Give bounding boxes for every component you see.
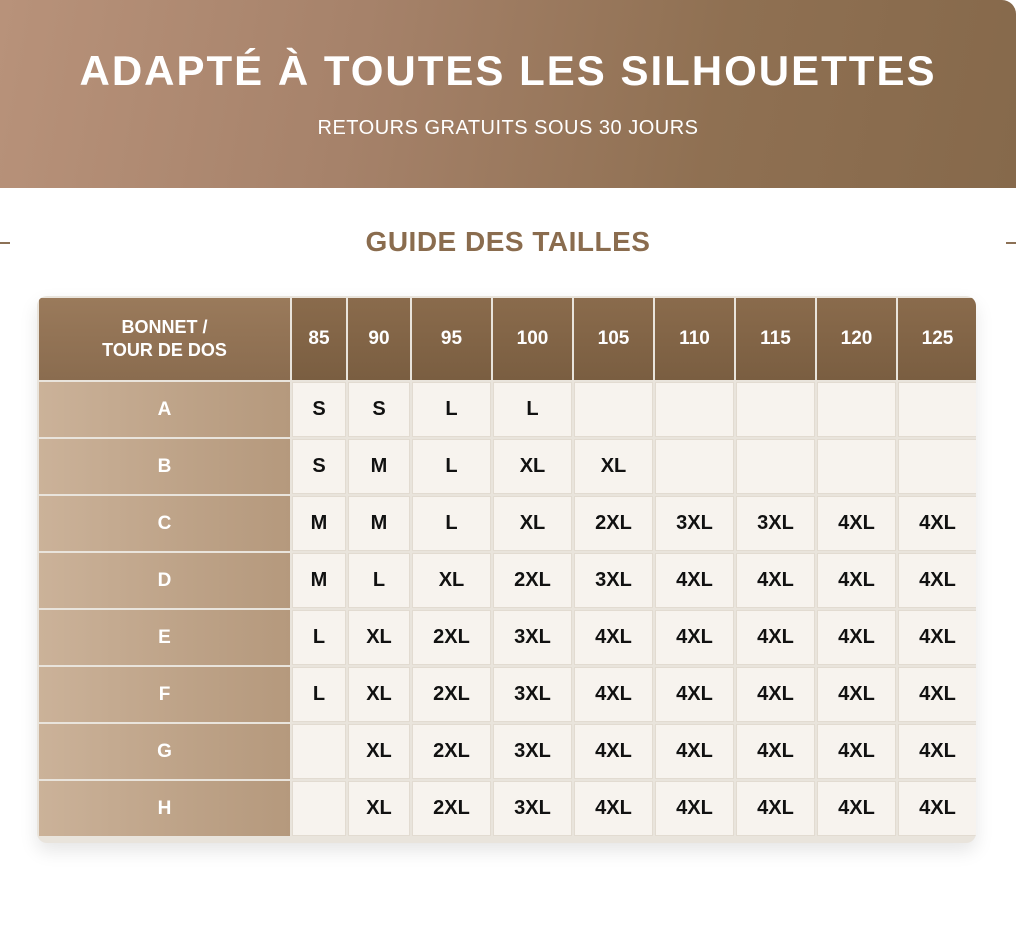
size-cell: 4XL	[898, 496, 976, 551]
size-cell: 4XL	[655, 610, 734, 665]
size-cell: L	[292, 610, 346, 665]
size-cell: 2XL	[412, 610, 491, 665]
size-cell	[898, 439, 976, 494]
cup-size-label: D	[39, 553, 290, 608]
cup-size-label: E	[39, 610, 290, 665]
cup-size-label: A	[39, 382, 290, 437]
size-cell: XL	[348, 724, 410, 779]
size-cell: 2XL	[412, 781, 491, 836]
size-cell: XL	[348, 667, 410, 722]
size-cell: 4XL	[655, 553, 734, 608]
size-cell: 4XL	[655, 724, 734, 779]
size-cell	[736, 382, 815, 437]
size-cell: L	[292, 667, 346, 722]
size-table	[37, 296, 976, 838]
size-cell	[817, 439, 896, 494]
band-size-header: 105	[574, 298, 653, 380]
band-size-header: 115	[736, 298, 815, 380]
band-size-header: 100	[493, 298, 572, 380]
table-row	[39, 610, 976, 665]
size-cell: 2XL	[412, 724, 491, 779]
size-cell: M	[292, 553, 346, 608]
table-header-row	[39, 298, 976, 380]
size-cell: 2XL	[493, 553, 572, 608]
size-cell: 3XL	[493, 667, 572, 722]
corner-header-line2: TOUR DE DOS	[102, 340, 227, 360]
size-cell: 4XL	[817, 667, 896, 722]
size-cell: 4XL	[898, 781, 976, 836]
corner-header-line1: BONNET /	[121, 317, 208, 337]
promo-banner	[0, 0, 1016, 188]
table-row	[39, 496, 976, 551]
size-cell: 4XL	[898, 553, 976, 608]
size-cell: L	[412, 439, 491, 494]
band-size-header: 110	[655, 298, 734, 380]
size-cell: L	[348, 553, 410, 608]
size-cell: 4XL	[574, 781, 653, 836]
cup-size-label: H	[39, 781, 290, 836]
cup-size-label: B	[39, 439, 290, 494]
size-cell: S	[292, 439, 346, 494]
size-cell: 4XL	[655, 781, 734, 836]
size-cell: 4XL	[817, 781, 896, 836]
size-cell: 4XL	[574, 667, 653, 722]
size-cell: S	[348, 382, 410, 437]
size-guide-title: GUIDE DES TAILLES	[365, 226, 651, 257]
size-cell: L	[493, 382, 572, 437]
size-cell: 4XL	[898, 610, 976, 665]
cup-size-label: F	[39, 667, 290, 722]
size-cell: 3XL	[493, 610, 572, 665]
cup-size-label: G	[39, 724, 290, 779]
size-cell: 2XL	[412, 667, 491, 722]
size-cell	[736, 439, 815, 494]
size-cell: XL	[412, 553, 491, 608]
size-cell: M	[348, 439, 410, 494]
size-cell: 3XL	[655, 496, 734, 551]
band-size-header: 85	[292, 298, 346, 380]
size-cell: L	[412, 496, 491, 551]
table-row	[39, 439, 976, 494]
size-cell: L	[412, 382, 491, 437]
size-cell: 4XL	[736, 724, 815, 779]
size-cell: M	[292, 496, 346, 551]
size-cell: 4XL	[574, 724, 653, 779]
size-cell: XL	[348, 781, 410, 836]
size-cell: 4XL	[817, 496, 896, 551]
size-cell: XL	[493, 496, 572, 551]
table-row	[39, 553, 976, 608]
size-cell: XL	[348, 610, 410, 665]
size-cell: XL	[493, 439, 572, 494]
size-cell: 3XL	[493, 724, 572, 779]
size-cell	[292, 781, 346, 836]
size-cell	[655, 439, 734, 494]
band-size-header: 90	[348, 298, 410, 380]
size-cell: 4XL	[898, 667, 976, 722]
size-cell: 4XL	[736, 553, 815, 608]
size-cell: 2XL	[574, 496, 653, 551]
size-cell: 3XL	[574, 553, 653, 608]
size-cell	[292, 724, 346, 779]
band-size-header: 125	[898, 298, 976, 380]
table-row	[39, 382, 976, 437]
size-cell: 4XL	[736, 667, 815, 722]
size-cell	[898, 382, 976, 437]
banner-title: ADAPTÉ À TOUTES LES SILHOUETTES	[79, 47, 937, 94]
size-cell: 4XL	[817, 553, 896, 608]
corner-header	[39, 298, 290, 380]
table-row	[39, 781, 976, 836]
size-cell: 4XL	[655, 667, 734, 722]
size-cell: 4XL	[817, 610, 896, 665]
size-table-container	[37, 296, 976, 843]
size-cell	[817, 382, 896, 437]
cup-size-label: C	[39, 496, 290, 551]
size-cell: 4XL	[574, 610, 653, 665]
table-row	[39, 724, 976, 779]
size-cell: S	[292, 382, 346, 437]
size-cell: XL	[574, 439, 653, 494]
size-cell: 4XL	[736, 781, 815, 836]
size-cell	[655, 382, 734, 437]
band-size-header: 95	[412, 298, 491, 380]
band-size-header: 120	[817, 298, 896, 380]
banner-subtitle: RETOURS GRATUITS SOUS 30 JOURS	[317, 117, 699, 139]
size-cell: 3XL	[736, 496, 815, 551]
size-cell: M	[348, 496, 410, 551]
size-cell: 4XL	[898, 724, 976, 779]
size-cell	[574, 382, 653, 437]
table-row	[39, 667, 976, 722]
size-cell: 3XL	[493, 781, 572, 836]
size-cell: 4XL	[817, 724, 896, 779]
size-cell: 4XL	[736, 610, 815, 665]
